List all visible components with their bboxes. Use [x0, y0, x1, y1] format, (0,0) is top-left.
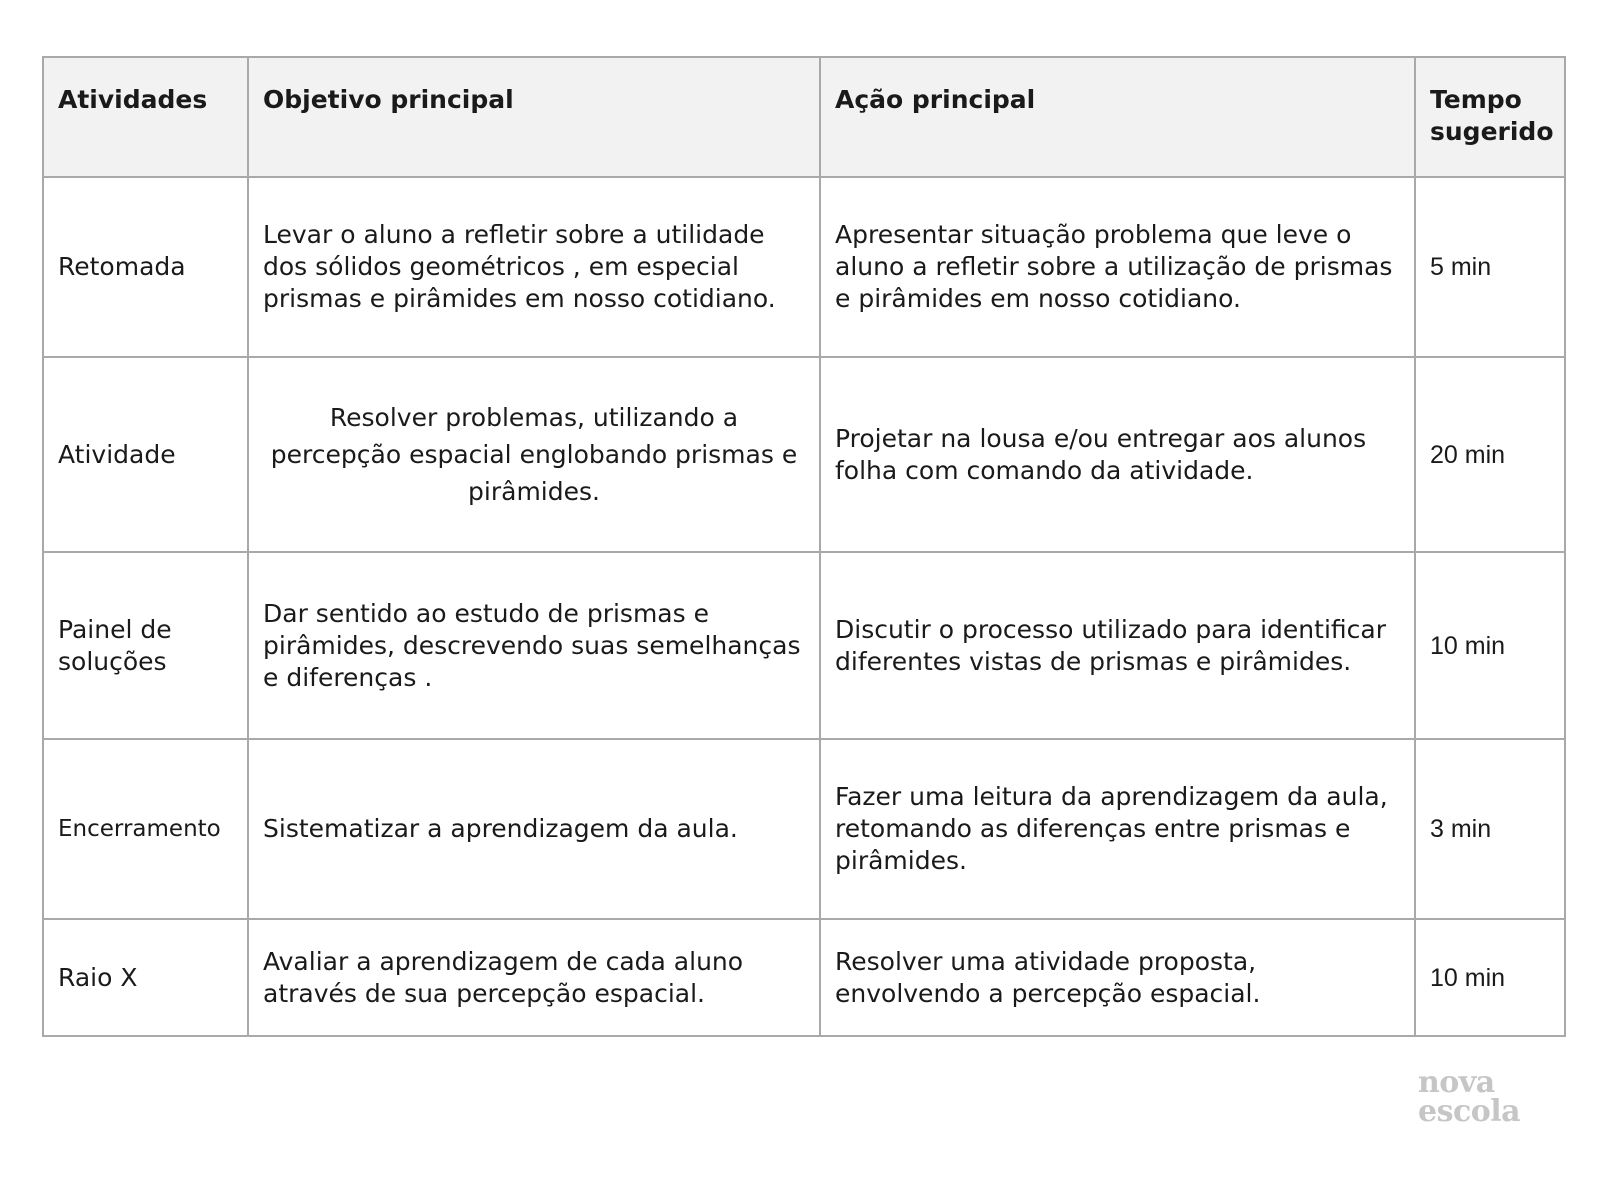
table-row	[43, 552, 1565, 739]
objective-cell: Dar sentido ao estudo de prismas e pirâmides, descrevendo suas semelhanças e diferenças .	[248, 552, 820, 739]
logo-line-1: nova	[1418, 1065, 1495, 1100]
objective-cell: Resolver problemas, utilizando a percepção espacial englobando prismas e pirâmides.	[248, 357, 820, 552]
header-main-action: Ação principal	[820, 57, 1415, 177]
header-suggested-time: Tempo sugerido	[1415, 57, 1565, 177]
table-header-row	[43, 57, 1565, 177]
objective-cell: Levar o aluno a refletir sobre a utilidade dos sólidos geométricos , em especial prismas e pirâmides em nosso cotidiano.	[248, 177, 820, 357]
activity-cell: Atividade	[43, 357, 248, 552]
time-cell: 10 min	[1415, 552, 1565, 739]
activity-cell: Retomada	[43, 177, 248, 357]
action-cell: Fazer uma leitura da aprendizagem da aula, retomando as diferenças entre prismas e pirâmides.	[820, 739, 1415, 919]
activity-cell: Raio X	[43, 919, 248, 1036]
time-cell: 5 min	[1415, 177, 1565, 357]
action-cell: Projetar na lousa e/ou entregar aos alunos folha com comando da atividade.	[820, 357, 1415, 552]
table-row	[43, 739, 1565, 919]
objective-cell: Avaliar a aprendizagem de cada aluno através de sua percepção espacial.	[248, 919, 820, 1036]
time-cell: 3 min	[1415, 739, 1565, 919]
header-main-objective: Objetivo principal	[248, 57, 820, 177]
objective-cell: Sistematizar a aprendizagem da aula.	[248, 739, 820, 919]
time-cell: 20 min	[1415, 357, 1565, 552]
nova-escola-logo	[1418, 1065, 1521, 1129]
lesson-plan-table	[42, 56, 1566, 1037]
table-row	[43, 919, 1565, 1036]
action-cell: Discutir o processo utilizado para identificar diferentes vistas de prismas e pirâmides.	[820, 552, 1415, 739]
activity-cell: Encerramento	[43, 739, 248, 919]
table-row	[43, 357, 1565, 552]
activity-cell: Painel de soluções	[43, 552, 248, 739]
time-cell: 10 min	[1415, 919, 1565, 1036]
table-row	[43, 177, 1565, 357]
action-cell: Apresentar situação problema que leve o aluno a refletir sobre a utilização de prismas e pirâmides em nosso cotidiano.	[820, 177, 1415, 357]
logo-line-2: escola	[1418, 1094, 1521, 1129]
header-activities: Atividades	[43, 57, 248, 177]
action-cell: Resolver uma atividade proposta, envolvendo a percepção espacial.	[820, 919, 1415, 1036]
